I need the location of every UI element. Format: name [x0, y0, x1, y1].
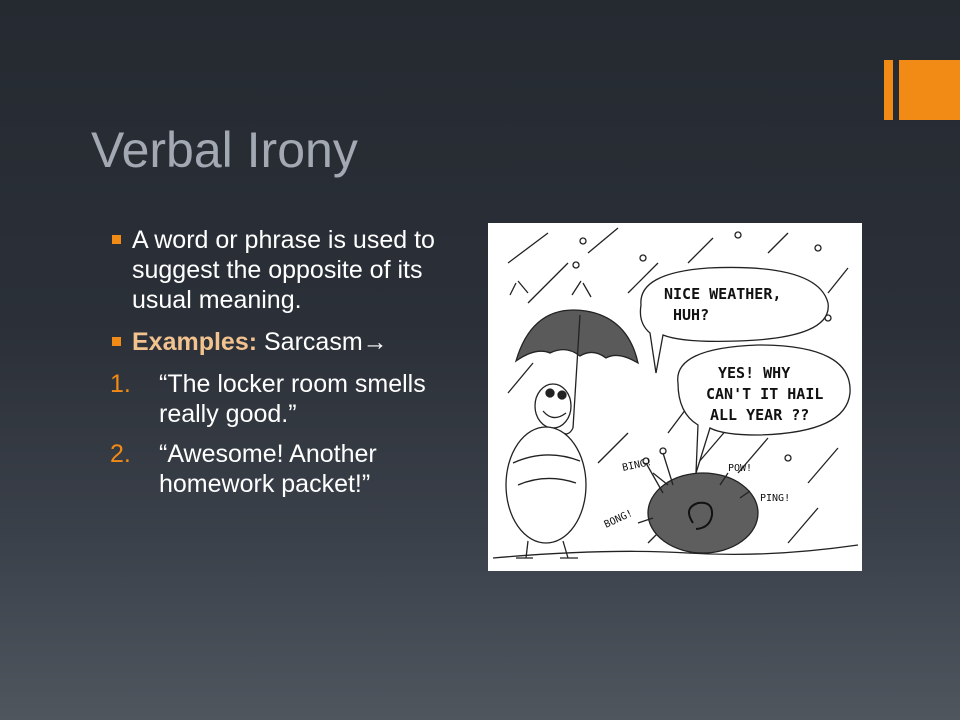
bullet-text: A word or phrase is used to suggest the opposite of its usual meaning. [132, 226, 435, 314]
bubble-2-line-1: YES! WHY [718, 364, 791, 382]
accent-bar-thick [899, 60, 960, 120]
examples-label: Examples: [132, 328, 258, 356]
examples-text: Sarcasm [257, 328, 363, 356]
sound-bong: BONG! [602, 508, 635, 531]
example-text: “The locker room smells really good.” [159, 370, 426, 428]
list-number: 1. [110, 370, 131, 398]
list-number: 2. [110, 440, 131, 468]
example-item-2 [110, 439, 470, 499]
example-text: “Awesome! Another homework packet!” [159, 440, 377, 498]
bullet-examples [110, 327, 470, 357]
accent-bar-thin [884, 60, 893, 120]
bullet-definition [110, 225, 470, 315]
square-bullet-icon [112, 337, 121, 346]
sound-ping: PING! [760, 493, 791, 504]
cartoon-drawing [488, 223, 862, 571]
bubble-1-line-1: NICE WEATHER, [664, 285, 782, 303]
bubble-2-line-2: CAN'T IT HAIL [706, 385, 824, 403]
example-item-1 [110, 369, 470, 429]
square-bullet-icon [112, 235, 121, 244]
content-placeholder [110, 225, 470, 509]
slide-title: Verbal Irony [91, 122, 358, 178]
cartoon-image [488, 223, 862, 571]
bubble-2-line-3: ALL YEAR ?? [710, 406, 810, 424]
bubble-1-line-2: HUH? [673, 306, 710, 324]
right-arrow-icon: → [362, 328, 388, 356]
sound-pow: POW! [728, 463, 753, 474]
sound-bing: BING! [621, 456, 654, 474]
